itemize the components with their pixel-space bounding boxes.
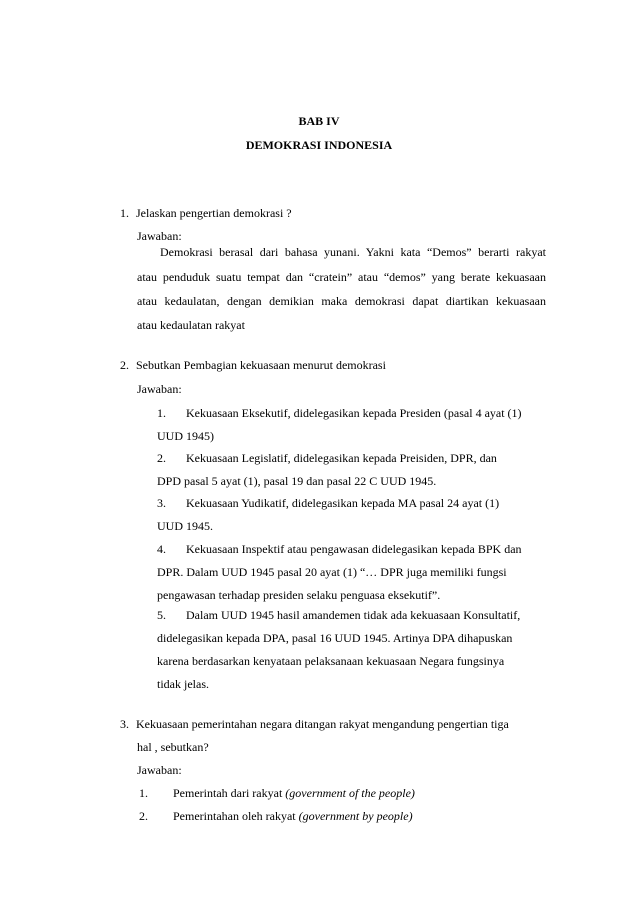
list-number: 2. <box>139 809 148 823</box>
list-number: 5. <box>157 608 166 622</box>
question-2 <box>120 357 386 373</box>
chapter-title: DEMOKRASI INDONESIA <box>245 138 393 152</box>
question-number: 2. <box>120 358 129 372</box>
question-text: Jelaskan pengertian demokrasi ? <box>136 206 292 220</box>
list-text: UUD 1945) <box>157 429 214 443</box>
list-item <box>157 495 499 511</box>
list-number: 1. <box>157 406 166 420</box>
list-text: Kekuasaan Inspektif atau pengawasan didelegasikan kepada BPK dan <box>186 542 522 556</box>
answer-label: Jawaban: <box>137 229 182 243</box>
question-text: Sebutkan Pembagian kekuasaan menurut demokrasi <box>136 358 386 372</box>
list-item <box>157 405 522 421</box>
list-text: Dalam UUD 1945 hasil amandemen tidak ada kekuasaan Konsultatif, <box>186 608 521 622</box>
list-text: Kekuasaan Yudikatif, didelegasikan kepada MA pasal 24 ayat (1) <box>186 496 500 510</box>
answer-line: Demokrasi berasal dari bahasa yunani. Yakni kata “Demos” berarti rakyat <box>160 245 546 259</box>
list-text: DPR. Dalam UUD 1945 pasal 20 ayat (1) “… DPR juga memiliki fungsi <box>157 565 507 579</box>
list-text: Pemerintah dari rakyat <box>173 786 286 800</box>
question-text: Kekuasaan pemerintahan negara ditangan rakyat mengandung pengertian tiga <box>136 717 509 731</box>
list-text: tidak jelas. <box>157 677 209 691</box>
list-text: Kekuasaan Eksekutif, didelegasikan kepada Presiden (pasal 4 ayat (1) <box>186 406 522 420</box>
list-item <box>157 541 522 557</box>
question-text: hal , sebutkan? <box>137 740 209 754</box>
list-number: 4. <box>157 542 166 556</box>
list-text: Pemerintahan oleh rakyat <box>173 809 299 823</box>
list-item <box>157 607 520 623</box>
list-text: UUD 1945. <box>157 519 213 533</box>
list-text: Kekuasaan Legislatif, didelegasikan kepada Preisiden, DPR, dan <box>186 451 497 465</box>
question-number: 1. <box>120 206 129 220</box>
answer-label: Jawaban: <box>137 763 182 777</box>
list-item <box>157 450 497 466</box>
list-number: 2. <box>157 451 166 465</box>
list-number: 1. <box>139 786 148 800</box>
list-text: karena berdasarkan kenyataan pelaksanaan kekuasaan Negara fungsinya <box>157 654 505 668</box>
chapter-heading: BAB IV <box>298 114 340 128</box>
list-item <box>139 785 415 801</box>
answer-line: atau penduduk suatu tempat dan “cratein” atau “demos” yang berate kekuasaan <box>137 270 546 284</box>
list-item <box>139 808 413 824</box>
answer-line: atau kedaulatan rakyat <box>137 318 245 332</box>
question-number: 3. <box>120 717 129 731</box>
list-number: 3. <box>157 496 166 510</box>
answer-label: Jawaban: <box>137 382 182 396</box>
list-text: didelegasikan kepada DPA, pasal 16 UUD 1945. Artinya DPA dihapuskan <box>157 631 513 645</box>
list-text: DPD pasal 5 ayat (1), pasal 19 dan pasal 22 C UUD 1945. <box>157 474 437 488</box>
list-text: pengawasan terhadap presiden selaku penguasa eksekutif”. <box>157 588 441 602</box>
answer-line: atau kedaulatan, dengan demikian maka demokrasi dapat diartikan kekuasaan <box>137 294 546 308</box>
question-1 <box>120 205 292 221</box>
question-3 <box>120 716 509 732</box>
list-text-italic: (government by people) <box>298 809 413 823</box>
list-text-italic: (government of the people) <box>285 786 415 800</box>
